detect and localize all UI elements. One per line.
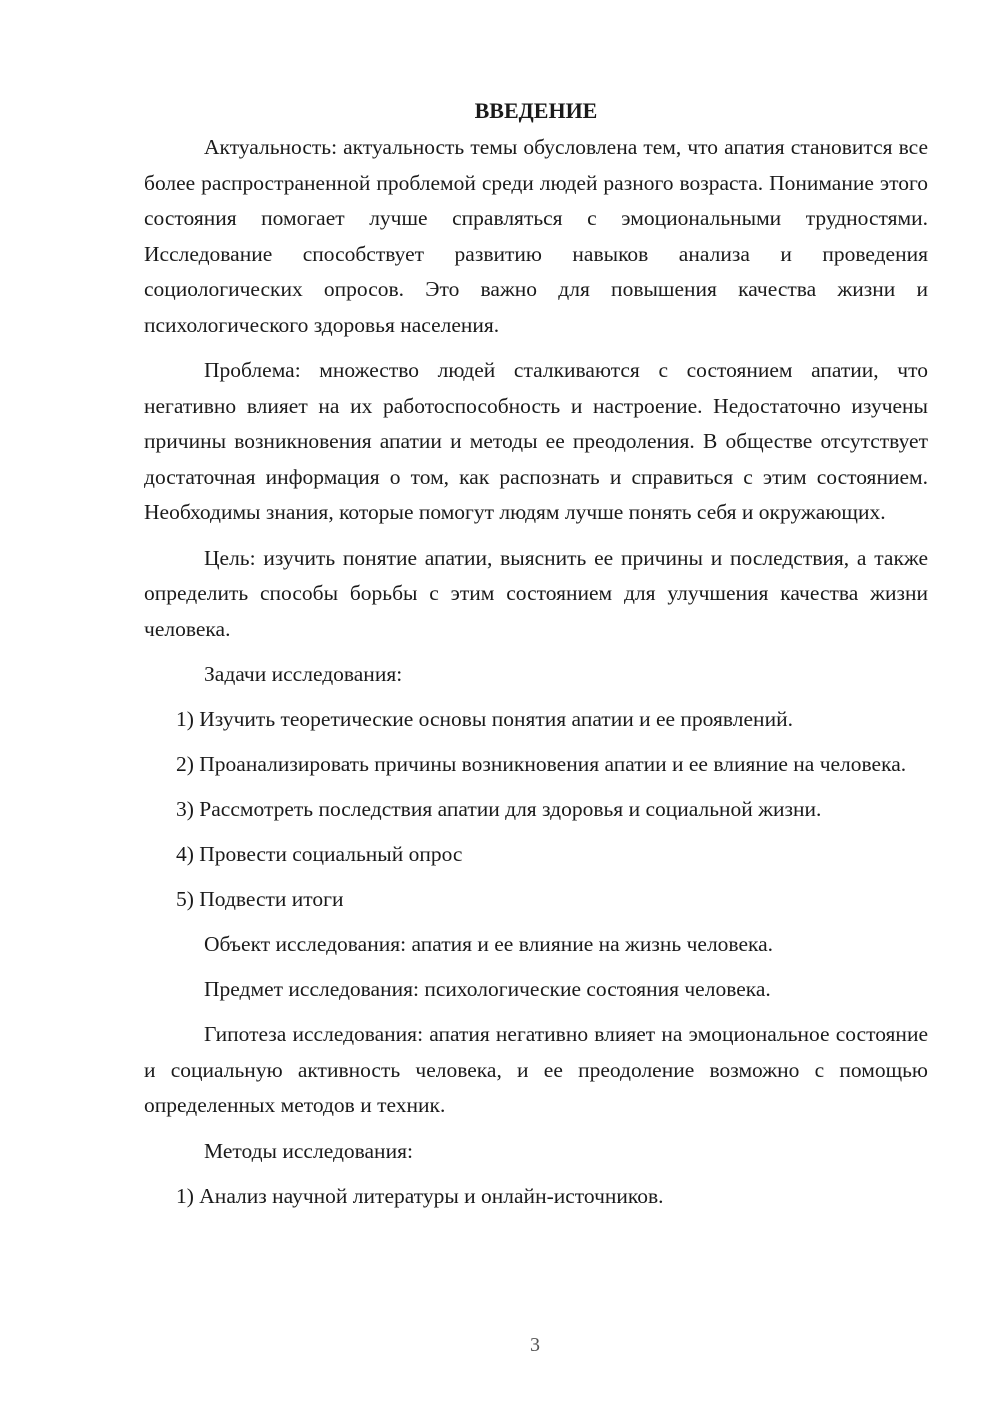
subject-paragraph: Предмет исследования: психологические состояния человека. bbox=[204, 977, 771, 1001]
list-item: 3) Рассмотреть последствия апатии для здоровья и социальной жизни. bbox=[176, 797, 822, 821]
problem-paragraph: Проблема: множество людей сталкиваются с состоянием апатии, что негативно влияет на их работоспособность и настроение. Недостаточно изучены причины возникновения апатии и методы ее преодоления. В обществе отсутствует достаточная информация о том, как распознать и справиться с этим состоянием. Необходимы знания, которые помогут людям лучше понять себя и окружающих. bbox=[144, 358, 928, 524]
relevance-paragraph: Актуальность: актуальность темы обусловлена тем, что апатия становится все более распространенной проблемой среди людей разного возраста. Понимание этого состояния помогает лучше справляться с эмоциональными трудностями. Исследование способствует развитию навыков анализа и проведения социологических опросов. Это важно для повышения качества жизни и психологического здоровья населения. bbox=[144, 135, 928, 337]
list-item: 1) Изучить теоретические основы понятия апатии и ее проявлений. bbox=[176, 707, 793, 731]
goal-paragraph: Цель: изучить понятие апатии, выяснить ее причины и последствия, а также определить способы борьбы с этим состоянием для улучшения качества жизни человека. bbox=[144, 545, 928, 641]
list-item: 5) Подвести итоги bbox=[176, 887, 344, 911]
list-item: 1) Анализ научной литературы и онлайн-источников. bbox=[176, 1183, 664, 1208]
tasks-heading: Задачи исследования: bbox=[204, 662, 403, 686]
object-paragraph: Объект исследования: апатия и ее влияние на жизнь человека. bbox=[204, 932, 774, 956]
methods-list bbox=[144, 1179, 928, 1215]
document-page bbox=[144, 96, 928, 1224]
tasks-list bbox=[144, 702, 928, 918]
page-number: 3 bbox=[530, 1334, 540, 1356]
hypothesis-paragraph: Гипотеза исследования: апатия негативно влияет на эмоциональное состояние и социальную активность человека, и ее преодоление возможно с помощью определенных методов и техник. bbox=[144, 1022, 928, 1117]
section-heading: ВВЕДЕНИЕ bbox=[474, 98, 598, 123]
methods-heading: Методы исследования: bbox=[204, 1138, 413, 1163]
list-item: 2) Проанализировать причины возникновения апатии и ее влияние на человека. bbox=[176, 752, 907, 776]
list-item: 4) Провести социальный опрос bbox=[176, 842, 463, 866]
